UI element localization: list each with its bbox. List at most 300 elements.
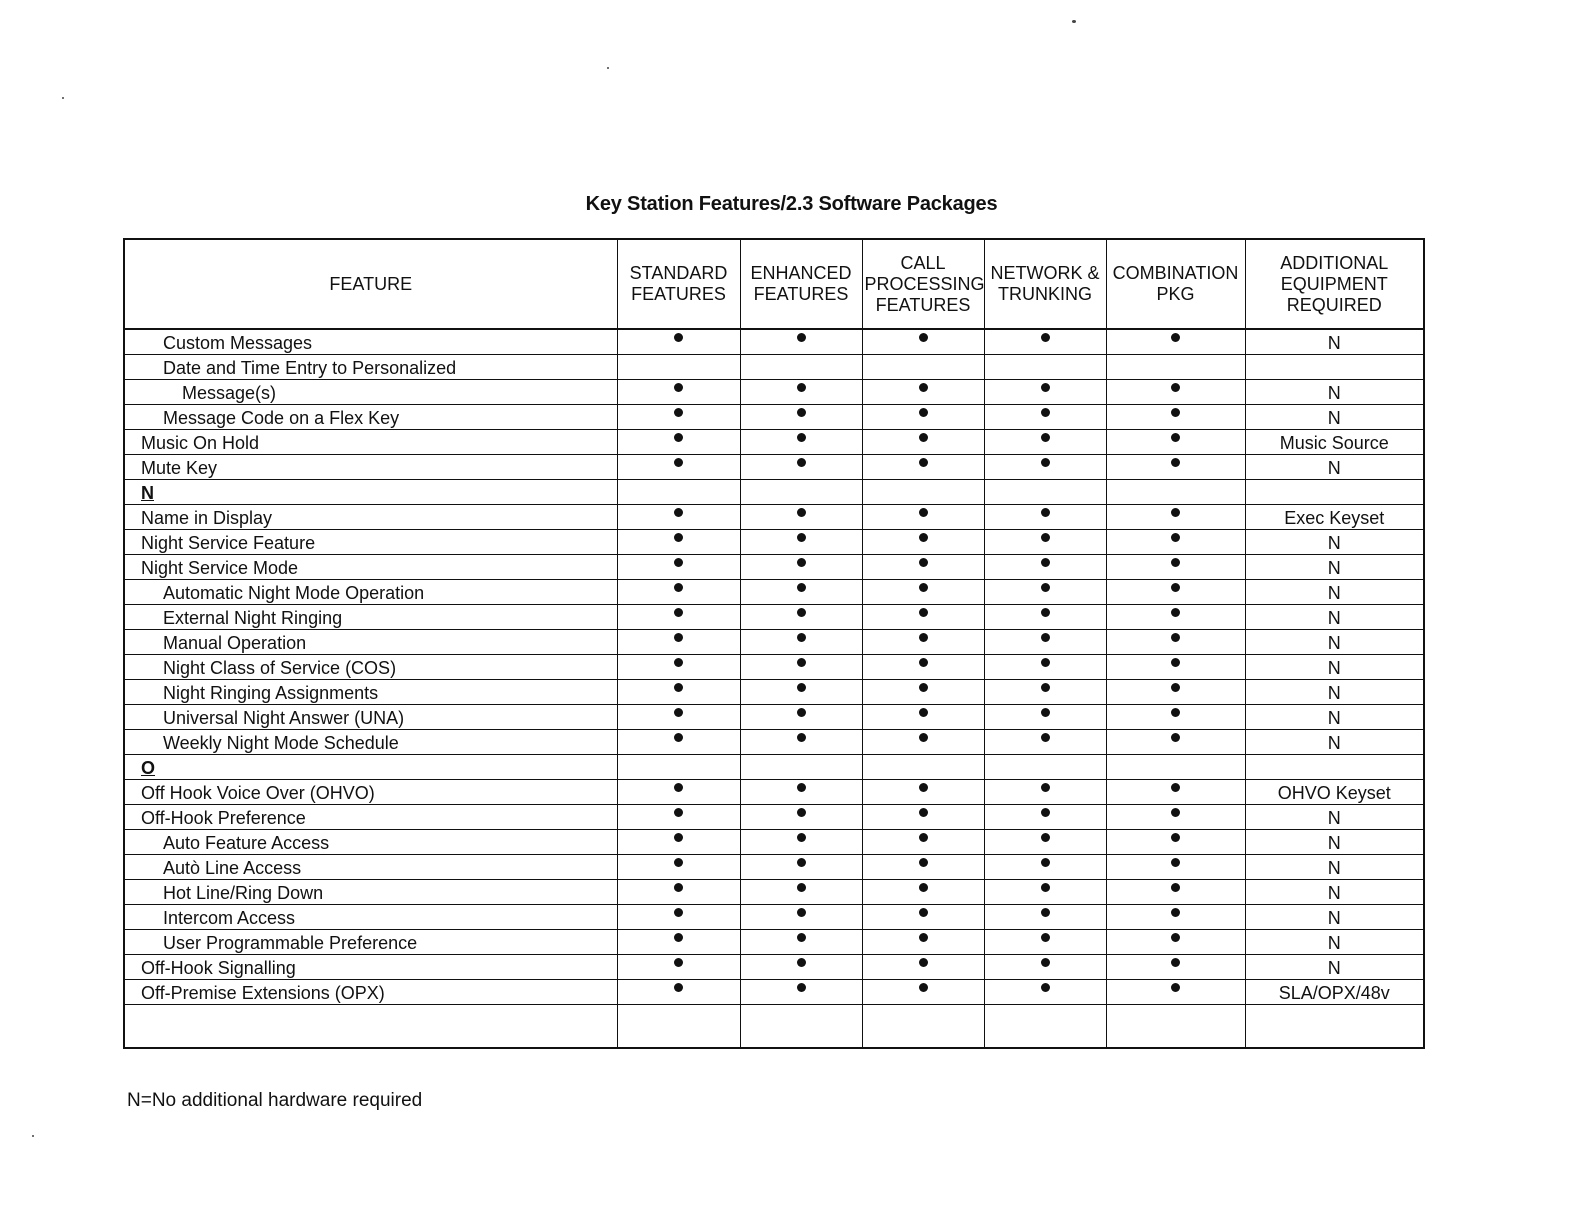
included-dot-icon — [919, 708, 928, 717]
cell-enhanced — [740, 430, 862, 455]
cell-combination — [1106, 780, 1245, 805]
cell-standard — [617, 555, 740, 580]
included-dot-icon — [674, 583, 683, 592]
included-dot-icon — [1171, 658, 1180, 667]
included-dot-icon — [797, 933, 806, 942]
cell-standard — [617, 930, 740, 955]
included-dot-icon — [797, 833, 806, 842]
table-row — [124, 430, 1424, 455]
cell-network-trunking — [984, 905, 1106, 930]
included-dot-icon — [1171, 608, 1180, 617]
empty-cell — [124, 1005, 617, 1049]
included-dot-icon — [797, 908, 806, 917]
included-dot-icon — [1171, 408, 1180, 417]
cell-enhanced — [740, 680, 862, 705]
table-row — [124, 730, 1424, 755]
included-dot-icon — [919, 933, 928, 942]
equipment-value: N — [1245, 730, 1424, 755]
cell-call-processing — [862, 580, 984, 605]
included-dot-icon — [797, 783, 806, 792]
included-dot-icon — [674, 883, 683, 892]
scan-speck — [607, 67, 609, 69]
feature-name: Hot Line/Ring Down — [124, 880, 617, 905]
cell-standard — [617, 780, 740, 805]
col-header-standard: STANDARD FEATURES — [617, 239, 740, 329]
included-dot-icon — [797, 633, 806, 642]
included-dot-icon — [674, 833, 683, 842]
cell-network-trunking — [984, 405, 1106, 430]
included-dot-icon — [919, 833, 928, 842]
included-dot-icon — [674, 858, 683, 867]
equipment-value: N — [1245, 905, 1424, 930]
included-dot-icon — [674, 908, 683, 917]
cell-standard — [617, 980, 740, 1005]
cell-combination — [1106, 630, 1245, 655]
cell-enhanced — [740, 805, 862, 830]
included-dot-icon — [1171, 733, 1180, 742]
included-dot-icon — [674, 333, 683, 342]
included-dot-icon — [674, 508, 683, 517]
feature-name: Date and Time Entry to Personalized — [124, 355, 617, 380]
included-dot-icon — [919, 408, 928, 417]
cell-call-processing — [862, 955, 984, 980]
included-dot-icon — [674, 683, 683, 692]
cell-combination — [1106, 930, 1245, 955]
included-dot-icon — [674, 958, 683, 967]
included-dot-icon — [1171, 908, 1180, 917]
included-dot-icon — [1171, 458, 1180, 467]
equipment-value: N — [1245, 329, 1424, 355]
table-row — [124, 855, 1424, 880]
table-row — [124, 630, 1424, 655]
table-row — [124, 580, 1424, 605]
included-dot-icon — [797, 883, 806, 892]
cell-standard — [617, 705, 740, 730]
included-dot-icon — [1041, 583, 1050, 592]
cell-standard — [617, 730, 740, 755]
cell-network-trunking — [984, 780, 1106, 805]
included-dot-icon — [919, 533, 928, 542]
empty-cell — [862, 480, 984, 505]
equipment-value: N — [1245, 405, 1424, 430]
included-dot-icon — [1171, 858, 1180, 867]
cell-call-processing — [862, 880, 984, 905]
included-dot-icon — [919, 683, 928, 692]
feature-name: Universal Night Answer (UNA) — [124, 705, 617, 730]
cell-enhanced — [740, 955, 862, 980]
cell-combination — [1106, 605, 1245, 630]
included-dot-icon — [797, 533, 806, 542]
empty-cell — [740, 1005, 862, 1049]
included-dot-icon — [1041, 458, 1050, 467]
feature-name: Auto Feature Access — [124, 830, 617, 855]
scan-speck — [1072, 20, 1076, 23]
included-dot-icon — [919, 783, 928, 792]
cell-enhanced — [740, 880, 862, 905]
table-row — [124, 530, 1424, 555]
cell-enhanced — [740, 329, 862, 355]
included-dot-icon — [1171, 883, 1180, 892]
cell-combination — [1106, 855, 1245, 880]
included-dot-icon — [1041, 333, 1050, 342]
table-row — [124, 805, 1424, 830]
included-dot-icon — [797, 408, 806, 417]
col-header-call-processing: CALL PROCESSING FEATURES — [862, 239, 984, 329]
cell-call-processing — [862, 505, 984, 530]
cell-enhanced — [740, 505, 862, 530]
included-dot-icon — [1171, 558, 1180, 567]
cell-combination — [1106, 430, 1245, 455]
cell-combination — [1106, 705, 1245, 730]
cell-enhanced — [740, 780, 862, 805]
scan-speck — [62, 97, 64, 99]
feature-name: Manual Operation — [124, 630, 617, 655]
cell-standard — [617, 880, 740, 905]
feature-name: Off Hook Voice Over (OHVO) — [124, 780, 617, 805]
cell-combination — [1106, 505, 1245, 530]
table-row — [124, 880, 1424, 905]
cell-combination — [1106, 329, 1245, 355]
included-dot-icon — [919, 883, 928, 892]
col-header-combination: COMBINATION PKG — [1106, 239, 1245, 329]
cell-combination — [1106, 455, 1245, 480]
cell-enhanced — [740, 605, 862, 630]
cell-standard — [617, 905, 740, 930]
included-dot-icon — [797, 858, 806, 867]
included-dot-icon — [674, 383, 683, 392]
cell-network-trunking — [984, 329, 1106, 355]
feature-name: Mute Key — [124, 455, 617, 480]
table-row — [124, 355, 1424, 380]
cell-combination — [1106, 955, 1245, 980]
feature-name: Music On Hold — [124, 430, 617, 455]
included-dot-icon — [1171, 808, 1180, 817]
included-dot-icon — [797, 583, 806, 592]
cell-combination — [1106, 530, 1245, 555]
cell-standard — [617, 380, 740, 405]
included-dot-icon — [1041, 433, 1050, 442]
equipment-value: N — [1245, 680, 1424, 705]
cell-combination — [1106, 730, 1245, 755]
feature-name: Message Code on a Flex Key — [124, 405, 617, 430]
empty-cell — [1245, 1005, 1424, 1049]
included-dot-icon — [674, 533, 683, 542]
included-dot-icon — [919, 608, 928, 617]
cell-standard — [617, 405, 740, 430]
included-dot-icon — [919, 458, 928, 467]
equipment-value: N — [1245, 655, 1424, 680]
cell-network-trunking — [984, 380, 1106, 405]
cell-call-processing — [862, 430, 984, 455]
header-row — [124, 239, 1424, 329]
cell-network-trunking — [984, 630, 1106, 655]
col-header-equipment: ADDITIONAL EQUIPMENT REQUIRED — [1245, 239, 1424, 329]
included-dot-icon — [1041, 383, 1050, 392]
table-row — [124, 455, 1424, 480]
cell-standard — [617, 580, 740, 605]
cell-call-processing — [862, 329, 984, 355]
cell-standard — [617, 329, 740, 355]
cell-enhanced — [740, 380, 862, 405]
cell-network-trunking — [984, 680, 1106, 705]
cell-network-trunking — [984, 980, 1106, 1005]
included-dot-icon — [1041, 808, 1050, 817]
table-row — [124, 780, 1424, 805]
feature-name: Off-Premise Extensions (OPX) — [124, 980, 617, 1005]
included-dot-icon — [919, 908, 928, 917]
included-dot-icon — [1171, 333, 1180, 342]
cell-combination — [1106, 805, 1245, 830]
cell-enhanced — [740, 905, 862, 930]
included-dot-icon — [797, 458, 806, 467]
cell-call-processing — [862, 930, 984, 955]
cell-call-processing — [862, 355, 984, 380]
feature-name: Night Service Feature — [124, 530, 617, 555]
included-dot-icon — [797, 558, 806, 567]
cell-enhanced — [740, 405, 862, 430]
cell-combination — [1106, 655, 1245, 680]
included-dot-icon — [674, 733, 683, 742]
included-dot-icon — [919, 808, 928, 817]
equipment-value: Music Source — [1245, 430, 1424, 455]
cell-call-processing — [862, 655, 984, 680]
included-dot-icon — [1171, 958, 1180, 967]
cell-network-trunking — [984, 505, 1106, 530]
cell-standard — [617, 355, 740, 380]
scan-speck — [32, 1135, 34, 1137]
cell-enhanced — [740, 355, 862, 380]
included-dot-icon — [797, 958, 806, 967]
included-dot-icon — [797, 658, 806, 667]
table-row — [124, 555, 1424, 580]
cell-network-trunking — [984, 530, 1106, 555]
empty-cell — [984, 480, 1106, 505]
cell-combination — [1106, 580, 1245, 605]
cell-network-trunking — [984, 455, 1106, 480]
included-dot-icon — [797, 808, 806, 817]
feature-name: User Programmable Preference — [124, 930, 617, 955]
cell-standard — [617, 455, 740, 480]
feature-name: Night Class of Service (COS) — [124, 655, 617, 680]
cell-call-processing — [862, 405, 984, 430]
empty-cell — [617, 1005, 740, 1049]
feature-name: Autò Line Access — [124, 855, 617, 880]
cell-call-processing — [862, 680, 984, 705]
section-letter-row — [124, 755, 1424, 780]
included-dot-icon — [1041, 508, 1050, 517]
included-dot-icon — [674, 933, 683, 942]
cell-enhanced — [740, 980, 862, 1005]
included-dot-icon — [919, 633, 928, 642]
empty-cell — [1106, 480, 1245, 505]
cell-network-trunking — [984, 430, 1106, 455]
cell-standard — [617, 655, 740, 680]
cell-enhanced — [740, 455, 862, 480]
cell-combination — [1106, 880, 1245, 905]
table-row — [124, 930, 1424, 955]
included-dot-icon — [1041, 608, 1050, 617]
empty-cell — [862, 1005, 984, 1049]
table-row — [124, 955, 1424, 980]
cell-call-processing — [862, 830, 984, 855]
included-dot-icon — [1041, 833, 1050, 842]
included-dot-icon — [1041, 733, 1050, 742]
cell-network-trunking — [984, 605, 1106, 630]
cell-network-trunking — [984, 705, 1106, 730]
cell-standard — [617, 605, 740, 630]
cell-enhanced — [740, 930, 862, 955]
empty-cell — [984, 1005, 1106, 1049]
cell-combination — [1106, 405, 1245, 430]
cell-standard — [617, 630, 740, 655]
cell-network-trunking — [984, 930, 1106, 955]
cell-standard — [617, 680, 740, 705]
cell-enhanced — [740, 655, 862, 680]
included-dot-icon — [674, 408, 683, 417]
equipment-value: N — [1245, 805, 1424, 830]
included-dot-icon — [797, 508, 806, 517]
included-dot-icon — [674, 558, 683, 567]
equipment-value: Exec Keyset — [1245, 505, 1424, 530]
included-dot-icon — [1171, 933, 1180, 942]
included-dot-icon — [919, 733, 928, 742]
cell-call-processing — [862, 705, 984, 730]
section-letter-row — [124, 480, 1424, 505]
included-dot-icon — [1171, 433, 1180, 442]
included-dot-icon — [1171, 533, 1180, 542]
cell-enhanced — [740, 705, 862, 730]
included-dot-icon — [919, 658, 928, 667]
empty-cell — [617, 480, 740, 505]
table-row — [124, 705, 1424, 730]
included-dot-icon — [1041, 958, 1050, 967]
feature-name: Intercom Access — [124, 905, 617, 930]
table-row — [124, 505, 1424, 530]
feature-name: Off-Hook Preference — [124, 805, 617, 830]
cell-combination — [1106, 355, 1245, 380]
empty-cell — [1245, 755, 1424, 780]
empty-cell — [984, 755, 1106, 780]
equipment-value — [1245, 355, 1424, 380]
included-dot-icon — [1041, 633, 1050, 642]
cell-network-trunking — [984, 880, 1106, 905]
included-dot-icon — [1171, 508, 1180, 517]
empty-cell — [862, 755, 984, 780]
equipment-value: N — [1245, 830, 1424, 855]
included-dot-icon — [919, 558, 928, 567]
cell-enhanced — [740, 630, 862, 655]
included-dot-icon — [797, 683, 806, 692]
empty-cell — [740, 480, 862, 505]
included-dot-icon — [674, 708, 683, 717]
equipment-value: N — [1245, 580, 1424, 605]
equipment-value: N — [1245, 455, 1424, 480]
included-dot-icon — [1171, 983, 1180, 992]
equipment-value: N — [1245, 955, 1424, 980]
cell-standard — [617, 805, 740, 830]
included-dot-icon — [919, 983, 928, 992]
cell-call-processing — [862, 980, 984, 1005]
cell-standard — [617, 430, 740, 455]
included-dot-icon — [797, 983, 806, 992]
cell-standard — [617, 505, 740, 530]
cell-call-processing — [862, 905, 984, 930]
cell-enhanced — [740, 830, 862, 855]
table-row — [124, 680, 1424, 705]
cell-enhanced — [740, 855, 862, 880]
feature-name: External Night Ringing — [124, 605, 617, 630]
included-dot-icon — [797, 433, 806, 442]
equipment-value: N — [1245, 855, 1424, 880]
included-dot-icon — [1171, 583, 1180, 592]
section-letter: O — [124, 755, 617, 780]
included-dot-icon — [797, 733, 806, 742]
feature-name: Night Ringing Assignments — [124, 680, 617, 705]
empty-cell — [1245, 480, 1424, 505]
cell-call-processing — [862, 730, 984, 755]
included-dot-icon — [1041, 883, 1050, 892]
cell-combination — [1106, 980, 1245, 1005]
cell-standard — [617, 855, 740, 880]
cell-call-processing — [862, 380, 984, 405]
cell-call-processing — [862, 530, 984, 555]
cell-enhanced — [740, 555, 862, 580]
included-dot-icon — [797, 333, 806, 342]
included-dot-icon — [1041, 783, 1050, 792]
included-dot-icon — [674, 808, 683, 817]
equipment-value: N — [1245, 930, 1424, 955]
cell-call-processing — [862, 805, 984, 830]
cell-combination — [1106, 830, 1245, 855]
feature-name: Custom Messages — [124, 329, 617, 355]
included-dot-icon — [1041, 933, 1050, 942]
cell-call-processing — [862, 555, 984, 580]
included-dot-icon — [1041, 983, 1050, 992]
included-dot-icon — [1171, 383, 1180, 392]
cell-combination — [1106, 905, 1245, 930]
included-dot-icon — [1041, 908, 1050, 917]
empty-cell — [1106, 755, 1245, 780]
cell-standard — [617, 830, 740, 855]
cell-call-processing — [862, 780, 984, 805]
included-dot-icon — [674, 458, 683, 467]
table-row — [124, 380, 1424, 405]
included-dot-icon — [797, 708, 806, 717]
included-dot-icon — [1171, 833, 1180, 842]
included-dot-icon — [1171, 783, 1180, 792]
feature-name: Name in Display — [124, 505, 617, 530]
table-row — [124, 980, 1424, 1005]
cell-enhanced — [740, 730, 862, 755]
empty-cell — [740, 755, 862, 780]
included-dot-icon — [797, 608, 806, 617]
cell-call-processing — [862, 455, 984, 480]
table-body — [124, 329, 1424, 1048]
included-dot-icon — [674, 783, 683, 792]
included-dot-icon — [919, 433, 928, 442]
table-row — [124, 329, 1424, 355]
cell-network-trunking — [984, 655, 1106, 680]
feature-name: Weekly Night Mode Schedule — [124, 730, 617, 755]
included-dot-icon — [1041, 558, 1050, 567]
cell-network-trunking — [984, 555, 1106, 580]
cell-call-processing — [862, 855, 984, 880]
cell-combination — [1106, 555, 1245, 580]
empty-cell — [1106, 1005, 1245, 1049]
cell-network-trunking — [984, 805, 1106, 830]
col-header-enhanced: ENHANCED FEATURES — [740, 239, 862, 329]
feature-name: Night Service Mode — [124, 555, 617, 580]
